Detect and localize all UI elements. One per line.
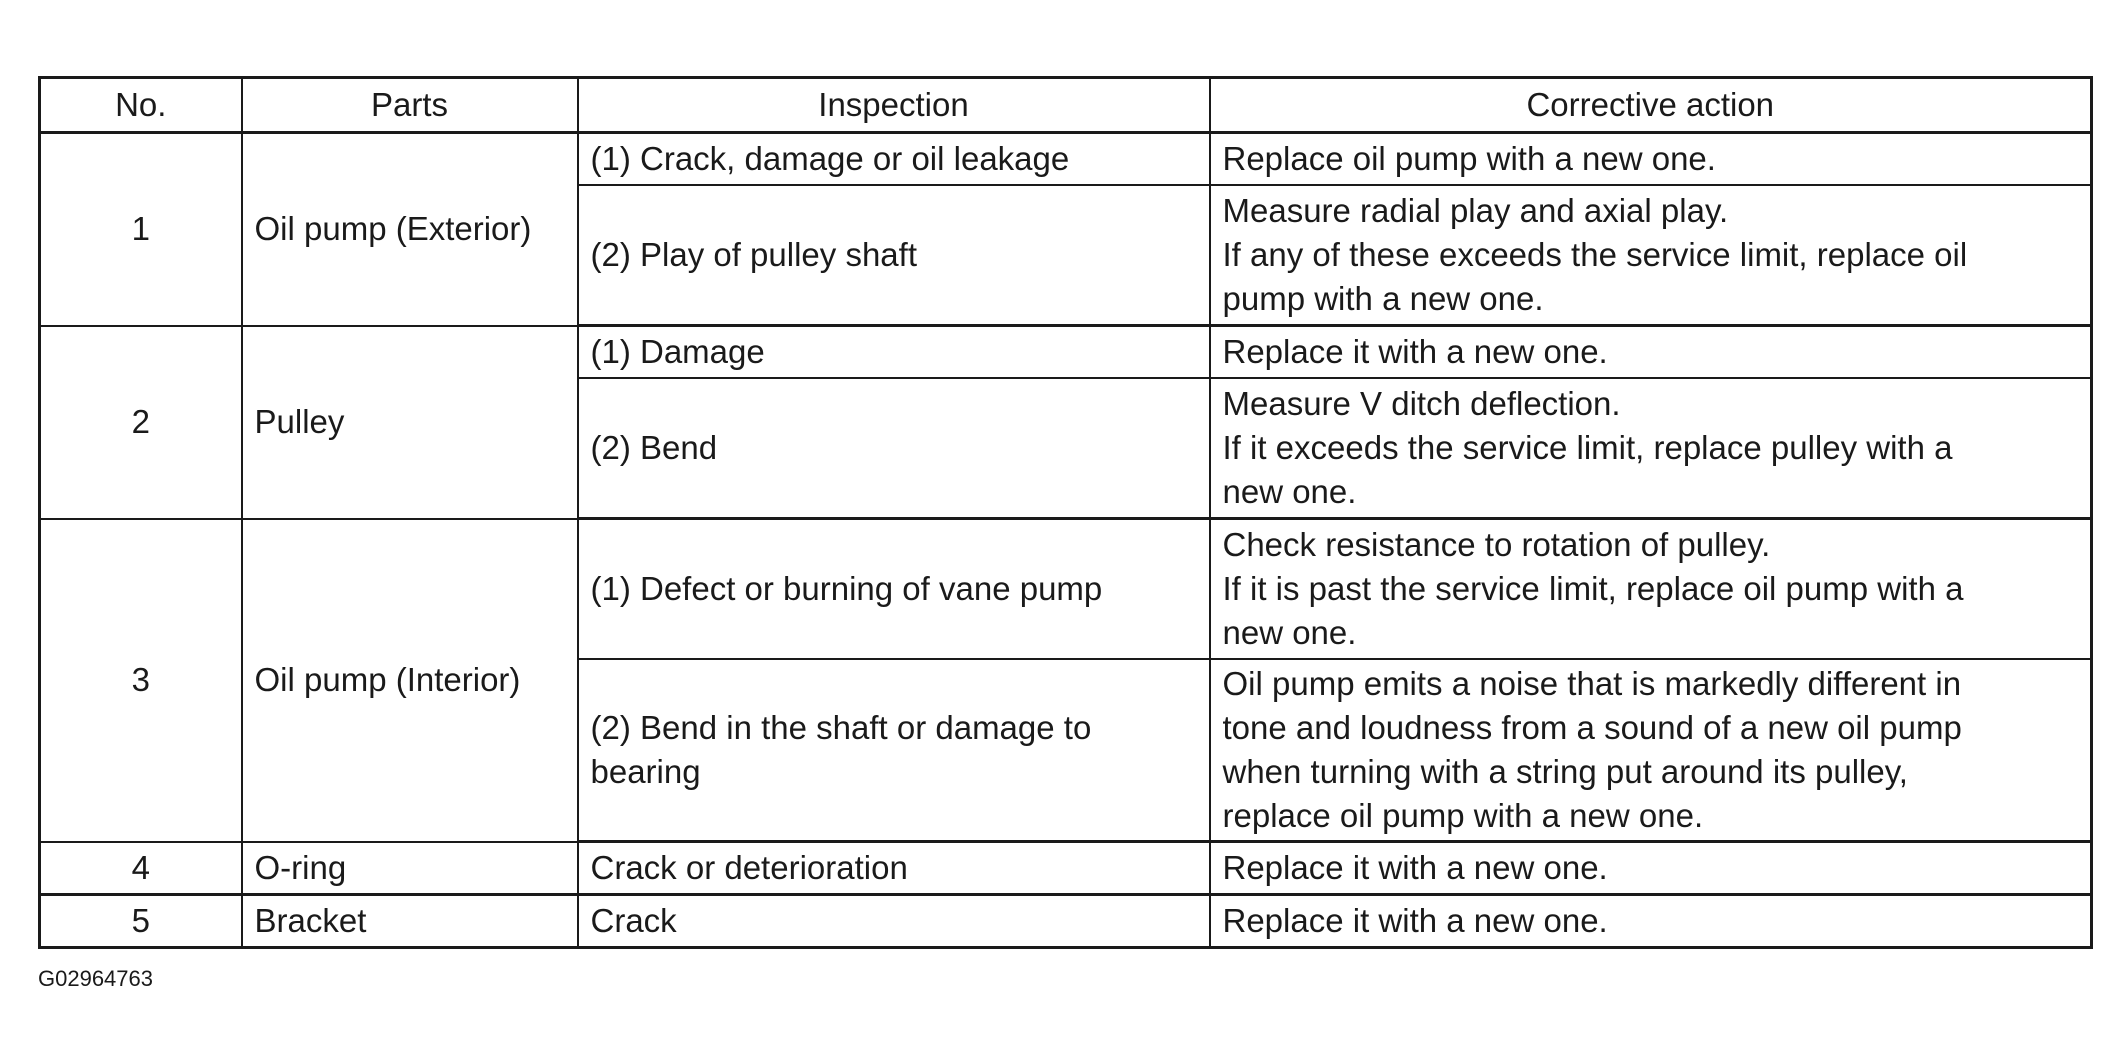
action-line: Measure V ditch deflection. <box>1222 385 1621 422</box>
header-corrective-action: Corrective action <box>1210 78 2092 133</box>
corrective-action <box>1210 895 2092 948</box>
table-row <box>40 326 2092 379</box>
part-name: O-ring <box>242 842 578 895</box>
part-name: Oil pump (Interior) <box>242 519 578 842</box>
header-inspection: Inspection <box>578 78 1210 133</box>
corrective-action <box>1210 133 2092 186</box>
part-name: Pulley <box>242 326 578 519</box>
inspection-item: (1) Defect or burning of vane pump <box>578 519 1210 660</box>
table-row <box>40 519 2092 660</box>
corrective-action <box>1210 842 2092 895</box>
inspection-line: bearing <box>590 753 701 790</box>
action-line: pump with a new one. <box>1222 280 1544 317</box>
inspection-item: (1) Damage <box>578 326 1210 379</box>
action-line: If it is past the service limit, replace oil pump with a <box>1222 570 1964 607</box>
corrective-action <box>1210 659 2092 842</box>
action-line: tone and loudness from a sound of a new oil pump <box>1222 709 1962 746</box>
action-line: If any of these exceeds the service limit, replace oil <box>1222 236 1968 273</box>
inspection-item: Crack or deterioration <box>578 842 1210 895</box>
row-number: 5 <box>40 895 242 948</box>
table-header-row <box>40 78 2092 133</box>
corrective-action <box>1210 326 2092 379</box>
action-line: Replace oil pump with a new one. <box>1222 140 1716 177</box>
inspection-line: (2) Bend in the shaft or damage to <box>590 709 1092 746</box>
table-row <box>40 842 2092 895</box>
action-line: new one. <box>1222 473 1357 510</box>
inspection-table <box>38 76 2093 949</box>
row-number: 1 <box>40 133 242 326</box>
inspection-item: (1) Crack, damage or oil leakage <box>578 133 1210 186</box>
row-number: 4 <box>40 842 242 895</box>
action-line: replace oil pump with a new one. <box>1222 797 1704 834</box>
action-line: new one. <box>1222 614 1357 651</box>
figure-id-label: G02964763 <box>38 966 153 991</box>
action-line: If it exceeds the service limit, replace pulley with a <box>1222 429 1953 466</box>
action-line: Oil pump emits a noise that is markedly different in <box>1222 665 1962 702</box>
corrective-action <box>1210 519 2092 660</box>
inspection-item: (2) Bend <box>578 378 1210 519</box>
inspection-item: Crack <box>578 895 1210 948</box>
row-number: 2 <box>40 326 242 519</box>
action-line: Replace it with a new one. <box>1222 849 1608 886</box>
table-row <box>40 133 2092 186</box>
action-line: Replace it with a new one. <box>1222 333 1608 370</box>
action-line: when turning with a string put around its pulley, <box>1222 753 1908 790</box>
action-line: Replace it with a new one. <box>1222 902 1608 939</box>
part-name: Oil pump (Exterior) <box>242 133 578 326</box>
part-name: Bracket <box>242 895 578 948</box>
corrective-action <box>1210 185 2092 326</box>
action-line: Measure radial play and axial play. <box>1222 192 1729 229</box>
corrective-action <box>1210 378 2092 519</box>
header-no: No. <box>40 78 242 133</box>
inspection-item <box>578 659 1210 842</box>
table-row <box>40 895 2092 948</box>
inspection-item: (2) Play of pulley shaft <box>578 185 1210 326</box>
row-number: 3 <box>40 519 242 842</box>
action-line: Check resistance to rotation of pulley. <box>1222 526 1771 563</box>
header-parts: Parts <box>242 78 578 133</box>
